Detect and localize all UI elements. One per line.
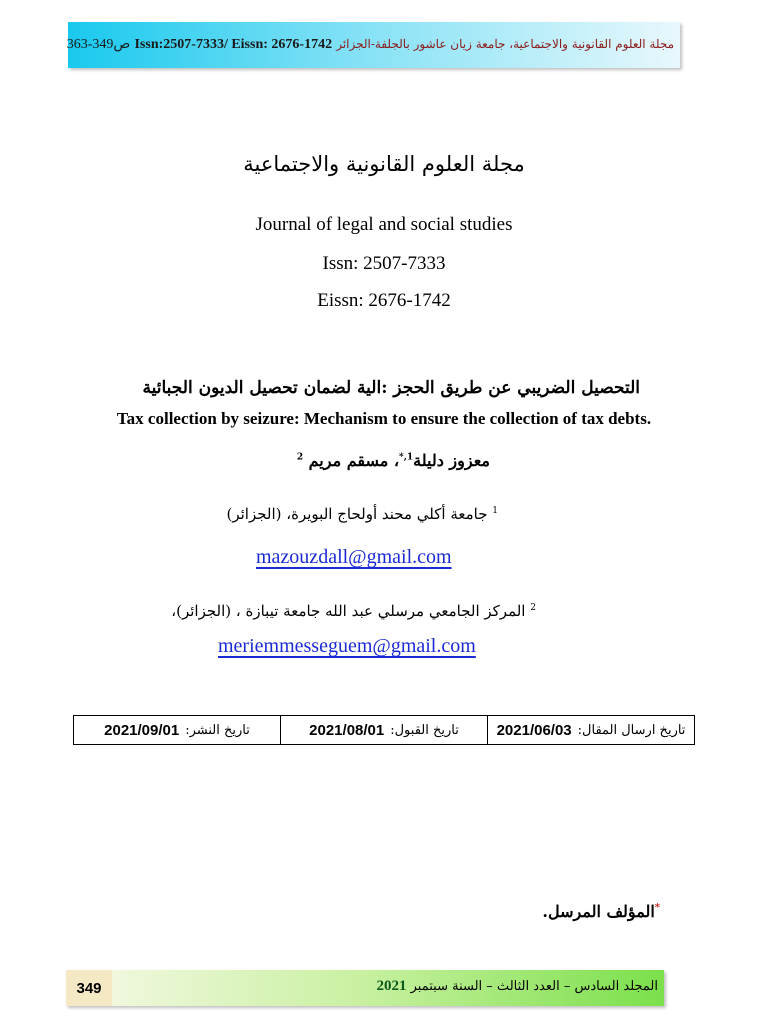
corresponding-author-note xyxy=(520,902,660,921)
author-2-mark: 2 xyxy=(296,452,304,463)
author-separator: ، xyxy=(388,451,400,470)
acceptance-date-label: تاريخ القبول: xyxy=(390,722,459,738)
author-2-name: مسقم مريم xyxy=(308,451,389,470)
affiliation-1 xyxy=(200,505,498,523)
submission-date-label: تاريخ ارسال المقال: xyxy=(577,722,686,738)
author-1-email-link[interactable]: mazouzdall@gmail.com xyxy=(256,546,452,568)
publication-date-cell xyxy=(74,716,280,744)
acceptance-date-value: 2021/08/01 xyxy=(309,721,385,739)
header-issn: Issn:2507-7333/ Eissn: 2676-1742 xyxy=(134,37,333,52)
journal-title-english: Journal of legal and social studies xyxy=(255,214,513,235)
submission-date-cell xyxy=(487,716,694,744)
affiliation-2-text: المركز الجامعي مرسلي عبد الله جامعة تيبازة ، (الجزائر)، xyxy=(171,602,526,620)
header-journal-name: مجلة العلوم القانونية والاجتماعية، جامعة زيان عاشور بالجلفة-الجزائر xyxy=(336,37,674,51)
footer-year: 2021 xyxy=(376,978,407,994)
affiliation-1-text: جامعة أكلي محند أولحاج البويرة، (الجزائر) xyxy=(226,505,488,523)
footer-issue-info xyxy=(120,978,658,995)
journal-issn: Issn: 2507-7333 xyxy=(322,253,446,274)
affiliation-1-mark: 1 xyxy=(492,506,498,516)
submission-date-value: 2021/06/03 xyxy=(496,721,572,739)
affiliation-2 xyxy=(170,602,536,620)
author-1-name: معزوز دليلة xyxy=(413,451,490,470)
author-list xyxy=(240,451,490,470)
affiliation-2-mark: 2 xyxy=(530,603,536,613)
article-title-english: Tax collection by seizure: Mechanism to ensure the collection of tax debts. xyxy=(116,409,652,428)
page-number: 349 xyxy=(66,970,112,1006)
publication-date-label: تاريخ النشر: xyxy=(185,722,250,738)
footer-volume-text: المجلد السادس – العدد الثالث – السنة سبتمبر xyxy=(410,979,658,994)
dates-table xyxy=(73,715,695,745)
article-title-arabic: التحصيل الضريبي عن طريق الحجز :الية لضمان تحصيل الديون الجبائية xyxy=(142,378,640,398)
header-page-range: ص349-363 xyxy=(66,37,131,52)
acceptance-date-cell xyxy=(280,716,487,744)
journal-eissn: Eissn: 2676-1742 xyxy=(317,290,451,311)
corresponding-star: * xyxy=(654,902,660,914)
author-1-mark: 1,* xyxy=(399,452,414,463)
publication-date-value: 2021/09/01 xyxy=(104,721,180,739)
author-2-email-link[interactable]: meriemmesseguem@gmail.com xyxy=(218,635,476,657)
corresponding-label: المؤلف المرسل. xyxy=(542,902,655,921)
running-header xyxy=(66,34,674,55)
journal-title-arabic: مجلة العلوم القانونية والاجتماعية xyxy=(243,152,525,176)
